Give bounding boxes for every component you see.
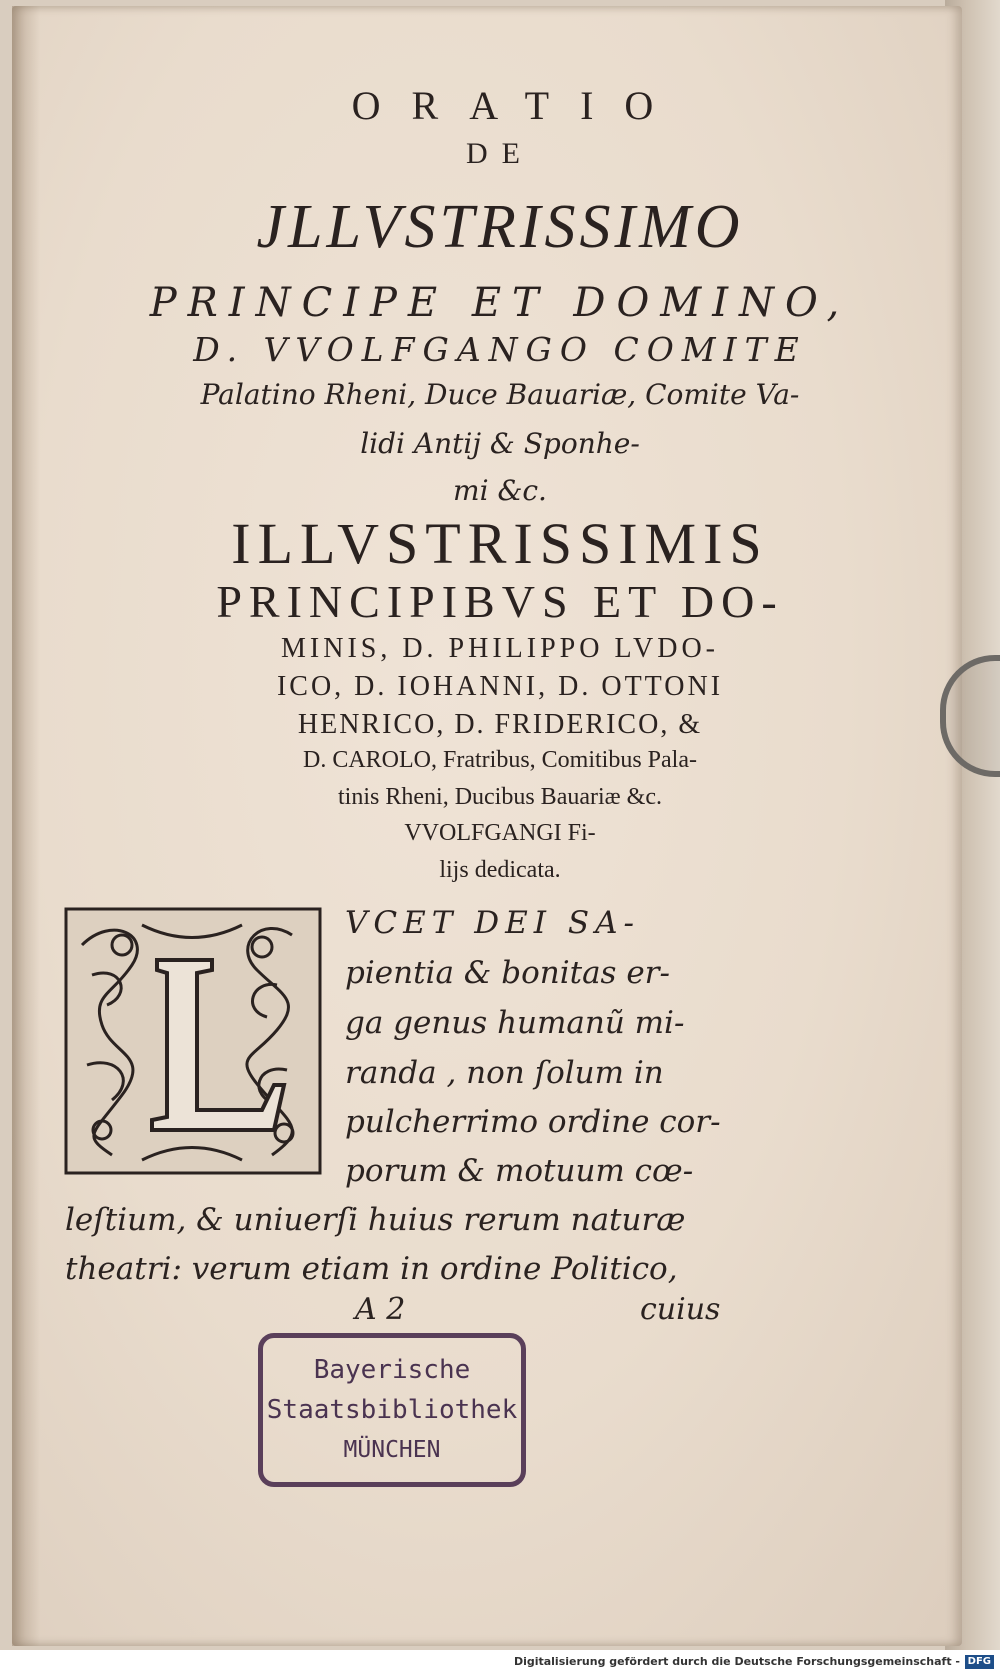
dedication-dedicata: lijs dedicata. <box>439 857 561 883</box>
signature-mark: A 2 <box>355 1292 406 1327</box>
stamp-line-1: Bayerische <box>313 1355 471 1385</box>
dedication-ico: ICO, D. IOHANNI, D. OTTONI <box>276 671 724 702</box>
body-line-4: randa , non ſolum in <box>345 1055 664 1091</box>
title-oratio: ORATIO <box>351 83 685 128</box>
body-line-5: pulcherrimo ordine cor- <box>345 1104 721 1140</box>
catchword: cuius <box>640 1292 721 1327</box>
dfg-logo-icon: DFG <box>965 1655 994 1669</box>
footer-bar <box>0 1650 1000 1675</box>
title-mi-etc: mi &c. <box>453 474 547 507</box>
decorated-initial-l <box>62 905 324 1177</box>
stamp-line-3: MÜNCHEN <box>343 1437 441 1463</box>
title-wolfgango: D. VVOLFGANGO COMITE <box>193 330 807 369</box>
body-line-8: theatri: verum etiam in ordine Politico, <box>65 1251 678 1287</box>
dedication-illustrissimis: ILLVSTRISSIMIS <box>231 511 769 576</box>
title-illustrissimo: JLLVSTRISSIMO <box>256 193 744 261</box>
title-palatino: Palatino Rheni, Duce Bauariæ, Comite Va- <box>200 378 800 411</box>
stamp-line-2: Staatsbibliothek <box>266 1395 518 1425</box>
dedication-henrico: HENRICO, D. FRIDERICO, & <box>297 709 703 740</box>
body-line-6: porum & motuum cœ- <box>345 1153 694 1189</box>
title-lidi: lidi Antij & Sponhe- <box>360 427 640 460</box>
dedication-wolfgangi: VVOLFGANGI Fi- <box>404 820 596 846</box>
body-line-1: VCET DEI SA- <box>345 905 640 941</box>
footer-credit: Digitalisierung gefördert durch die Deutsche Forschungsgemeinschaft - <box>513 1655 960 1668</box>
title-principe: PRINCIPE ET DOMINO, <box>149 280 851 326</box>
title-de: DE <box>466 137 534 170</box>
body-line-3: ga genus humanũ mi- <box>345 1005 685 1041</box>
library-stamp <box>258 1333 526 1487</box>
dedication-carolo: D. CAROLO, Fratribus, Comitibus Pala- <box>303 747 697 773</box>
body-line-7: leſtium, & uniuerſi huius rerum naturæ <box>65 1202 686 1238</box>
dedication-principibus: PRINCIPIBVS ET DO- <box>216 576 784 627</box>
dedication-minis: MINIS, D. PHILIPPO LVDO- <box>281 633 719 664</box>
body-line-2: pientia & bonitas er- <box>345 955 670 991</box>
dedication-tinis: tinis Rheni, Ducibus Bauariæ &c. <box>338 784 662 810</box>
